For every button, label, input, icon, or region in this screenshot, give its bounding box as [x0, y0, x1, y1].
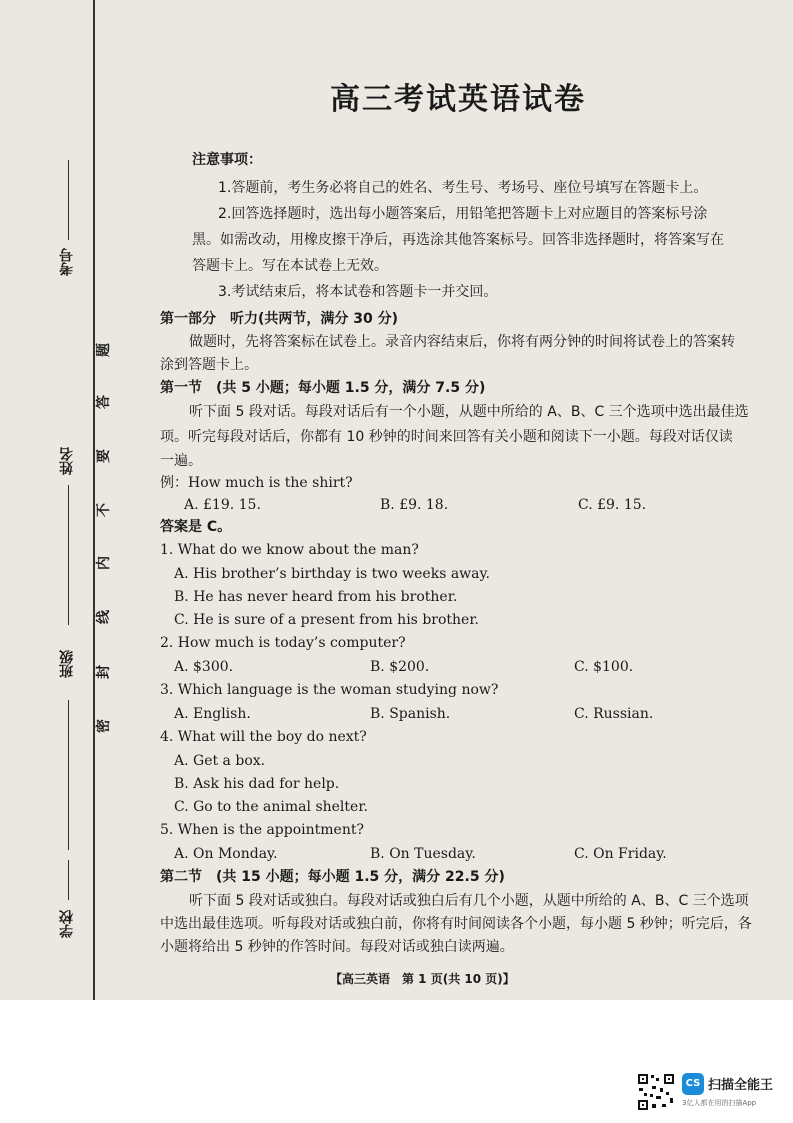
name-line — [68, 485, 69, 625]
seal-char: 内 — [96, 556, 112, 570]
section2-intro: 听下面 5 段对话或独白。每段对话或独白后有几个小题，从题中所给的 A、B、C 三个选项 — [189, 893, 749, 909]
question-option: A. Get a box. — [174, 753, 266, 769]
seal-char: 题 — [96, 343, 112, 357]
school-label: 学校 — [59, 910, 75, 938]
class-line — [68, 700, 69, 850]
part1-intro: 涂到答题卡上。 — [160, 357, 258, 373]
school-line — [68, 860, 69, 900]
question-option: A. $300. — [174, 659, 234, 675]
question-text: 5. When is the appointment? — [160, 822, 364, 838]
question-option: C. Russian. — [574, 706, 654, 722]
question-text: 4. What will the boy do next? — [160, 729, 367, 745]
notes-item: 答题卡上。写在本试卷上无效。 — [192, 258, 388, 274]
question-option: B. Ask his dad for help. — [174, 776, 340, 792]
notes-heading: 注意事项： — [192, 152, 262, 168]
section1-intro: 一遍。 — [160, 453, 202, 469]
scanner-tagline: 3亿人都在用的扫描App — [682, 1099, 757, 1107]
example-option: C. £9. 15. — [578, 497, 647, 513]
example-option: A. £19. 15. — [184, 497, 261, 513]
camscanner-logo-icon: CS — [682, 1073, 704, 1095]
question-option: A. His brother’s birthday is two weeks away. — [174, 566, 491, 582]
class-label: 班级 — [59, 650, 75, 678]
exam-no-label: 考号 — [59, 248, 75, 276]
part1-intro: 做题时，先将答案标在试卷上。录音内容结束后，你将有两分钟的时间将试卷上的答案转 — [189, 334, 735, 350]
question-option: A. On Monday. — [174, 846, 278, 862]
question-option: B. $200. — [370, 659, 430, 675]
seal-char: 不 — [96, 503, 112, 517]
seal-char: 答 — [96, 395, 112, 409]
page-title: 高三考试英语试卷 — [330, 82, 586, 117]
section2-intro: 中选出最佳选项。听每段对话或独白前，你将有时间阅读各个小题，每小题 5 秒钟；听完后，各 — [160, 916, 752, 932]
example-option: B. £9. 18. — [380, 497, 449, 513]
question-text: 1. What do we know about the man? — [160, 542, 419, 558]
question-option: B. Spanish. — [370, 706, 451, 722]
section2-heading: 第二节 (共 15 小题；每小题 1.5 分，满分 22.5 分) — [160, 869, 505, 885]
example-answer: 答案是 C。 — [160, 519, 232, 535]
question-text: 3. Which language is the woman studying now? — [160, 682, 499, 698]
question-option: C. On Friday. — [574, 846, 667, 862]
page-footer: 【高三英语 第 1 页(共 10 页)】 — [330, 972, 515, 986]
question-option: B. He has never heard from his brother. — [174, 589, 458, 605]
notes-item: 黑。如需改动，用橡皮擦干净后，再选涂其他答案标号。回答非选择题时，将答案写在 — [192, 232, 724, 248]
exam-no-line — [68, 160, 69, 240]
name-label: 姓名 — [59, 447, 75, 475]
seal-char: 封 — [96, 665, 112, 679]
binding-line — [93, 0, 95, 1000]
question-option: A. English. — [174, 706, 251, 722]
section1-intro: 听下面 5 段对话。每段对话后有一个小题，从题中所给的 A、B、C 三个选项中选出最佳选 — [189, 404, 749, 420]
section1-intro: 项。听完每段对话后，你都有 10 秒钟的时间来回答有关小题和阅读下一小题。每段对话仅读 — [160, 429, 733, 445]
notes-item: 3.考试结束后，将本试卷和答题卡一并交回。 — [218, 284, 498, 300]
seal-char: 线 — [96, 610, 112, 624]
qr-code-icon — [636, 1072, 676, 1112]
notes-item: 1.答题前，考生务必将自己的姓名、考生号、考场号、座位号填写在答题卡上。 — [218, 180, 708, 196]
section1-heading: 第一节 (共 5 小题；每小题 1.5 分，满分 7.5 分) — [160, 380, 486, 396]
question-option: C. He is sure of a present from his brother. — [174, 612, 479, 628]
scanner-app-name: 扫描全能王 — [708, 1078, 774, 1093]
question-option: C. Go to the animal shelter. — [174, 799, 368, 815]
section2-intro: 小题将给出 5 秒钟的作答时间。每段对话或独白读两遍。 — [160, 939, 514, 955]
seal-char: 密 — [96, 719, 112, 733]
question-option: C. $100. — [574, 659, 634, 675]
seal-char: 要 — [96, 449, 112, 463]
question-text: 2. How much is today’s computer? — [160, 635, 406, 651]
example-question: 例：How much is the shirt? — [160, 475, 353, 491]
question-option: B. On Tuesday. — [370, 846, 476, 862]
notes-item: 2.回答选择题时，选出每小题答案后，用铅笔把答题卡上对应题目的答案标号涂 — [218, 206, 708, 222]
part1-heading: 第一部分 听力(共两节，满分 30 分) — [160, 311, 399, 327]
